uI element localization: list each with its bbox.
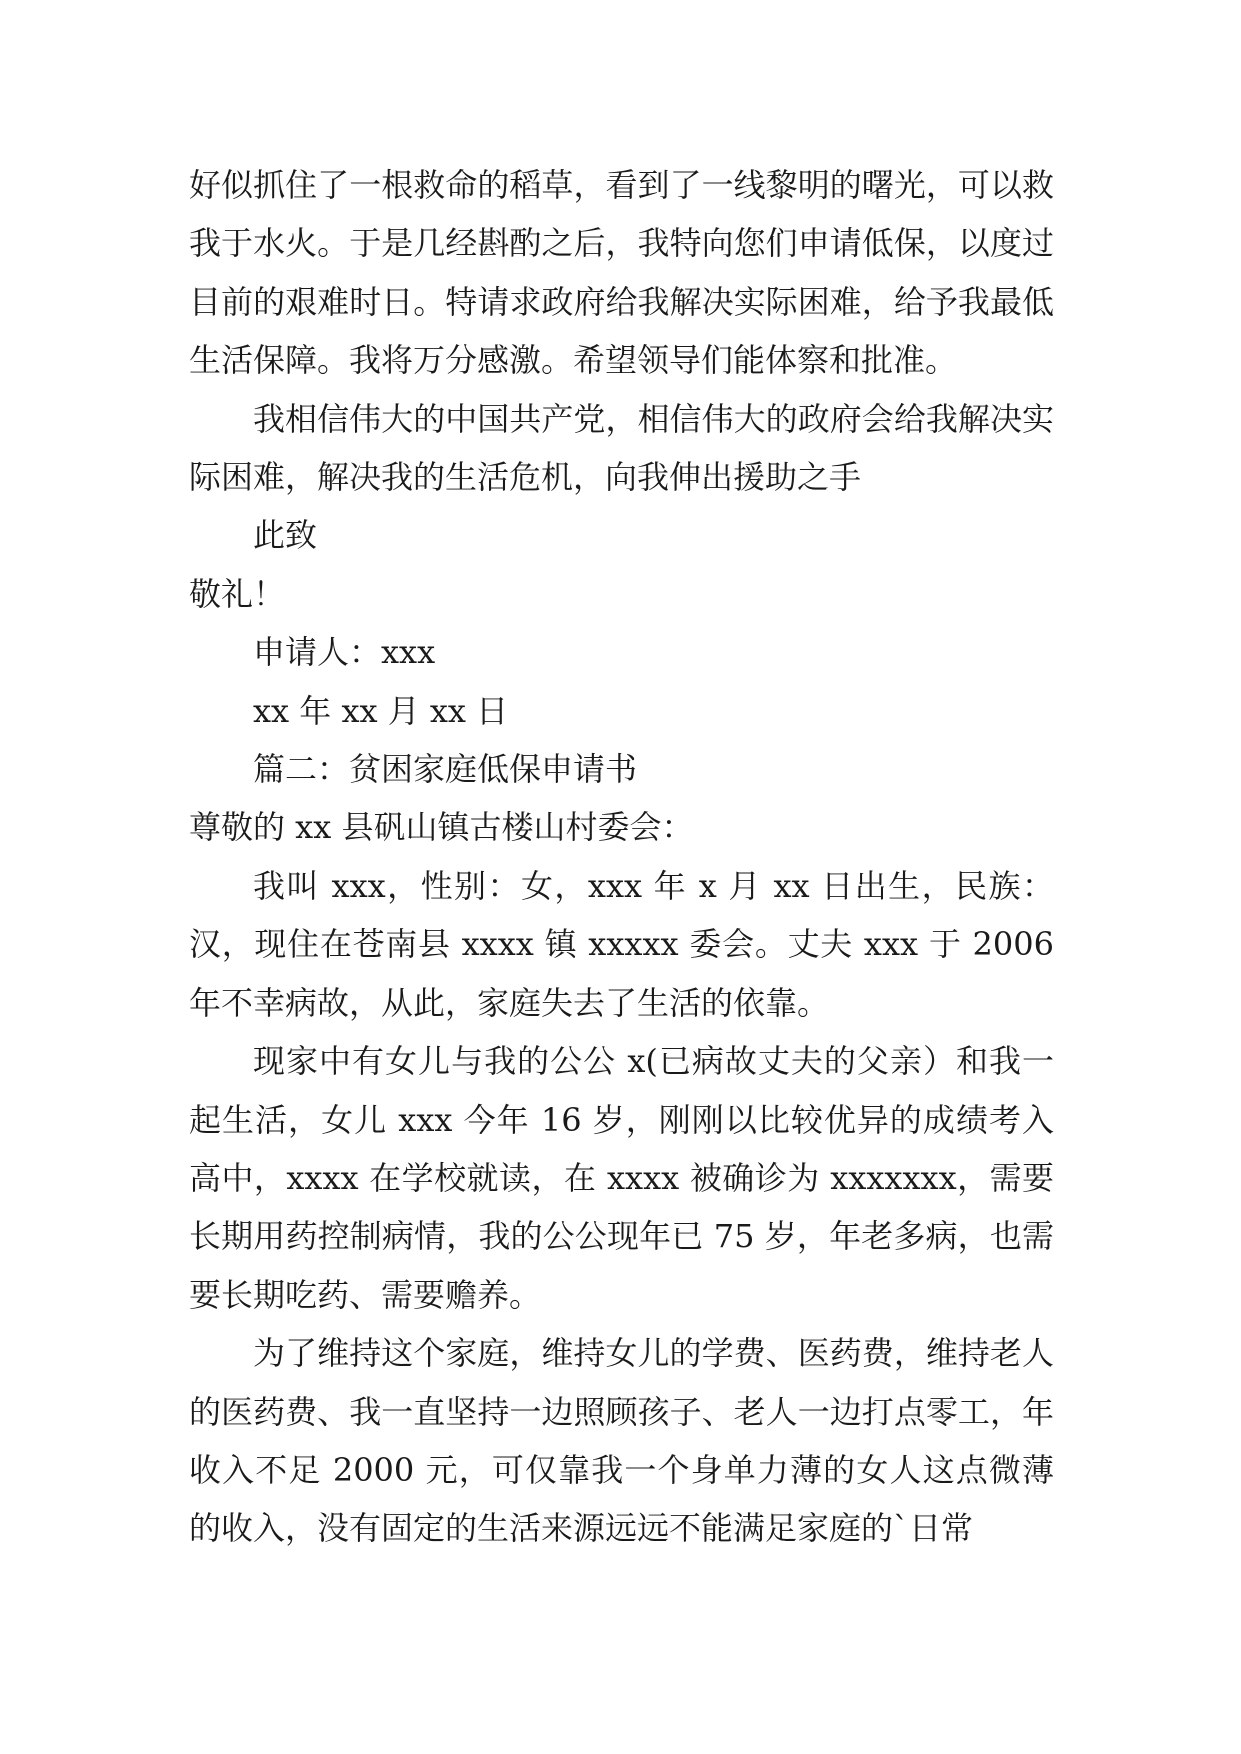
paragraph-trust-government: 我相信伟大的中国共产党，相信伟大的政府会给我解决实际困难，解决我的生活危机，向我伸出援助之手 bbox=[189, 399, 1054, 497]
paragraph-financial-hardship: 为了维持这个家庭，维持女儿的学费、医药费，维持老人的医药费、我一直坚持一边照顾孩子、老人一边打点零工，年收入不足 2000 元，可仅靠我一个身单力薄的女人这点微薄的收入，没有固定的生活来源远远不能满足家庭的`日常 bbox=[189, 1334, 1054, 1548]
signature-date: xx 年 xx 月 xx 日 bbox=[253, 691, 509, 730]
closing-salutation: 此致 bbox=[253, 516, 318, 555]
document-body bbox=[189, 156, 1054, 1558]
letter-recipient: 尊敬的 xx 县矾山镇古楼山村委会： bbox=[189, 808, 694, 847]
applicant-signature: 申请人：xxx bbox=[253, 633, 436, 672]
closing-regards: 敬礼！ bbox=[189, 574, 286, 613]
paragraph-personal-info: 我叫 xxx，性别：女，xxx 年 x 月 xx 日出生，民族：汉，现住在苍南县 xxxx 镇 xxxxx 委会。丈夫 xxx 于 2006 年不幸病故，从此，家庭失去了生活的依靠。 bbox=[189, 866, 1054, 1022]
section-title: 篇二：贫困家庭低保申请书 bbox=[253, 750, 638, 789]
paragraph-application-continuation: 好似抓住了一根救命的稻草，看到了一线黎明的曙光，可以救我于水火。于是几经斟酌之后，我特向您们申请低保，以度过目前的艰难时日。特请求政府给我解决实际困难，给予我最低生活保障。我将万分感激。希望领导们能体察和批准。 bbox=[189, 166, 1054, 380]
paragraph-family-situation: 现家中有女儿与我的公公 x(已病故丈夫的父亲）和我一起生活，女儿 xxx 今年 16 岁，刚刚以比较优异的成绩考入高中，xxxx 在学校就读，在 xxxx 被确诊为 xxxxxxx，需要长期用药控制病情，我的公公现年已 75 岁，年老多病，也需要长期吃药、需要赡养。 bbox=[189, 1042, 1054, 1314]
